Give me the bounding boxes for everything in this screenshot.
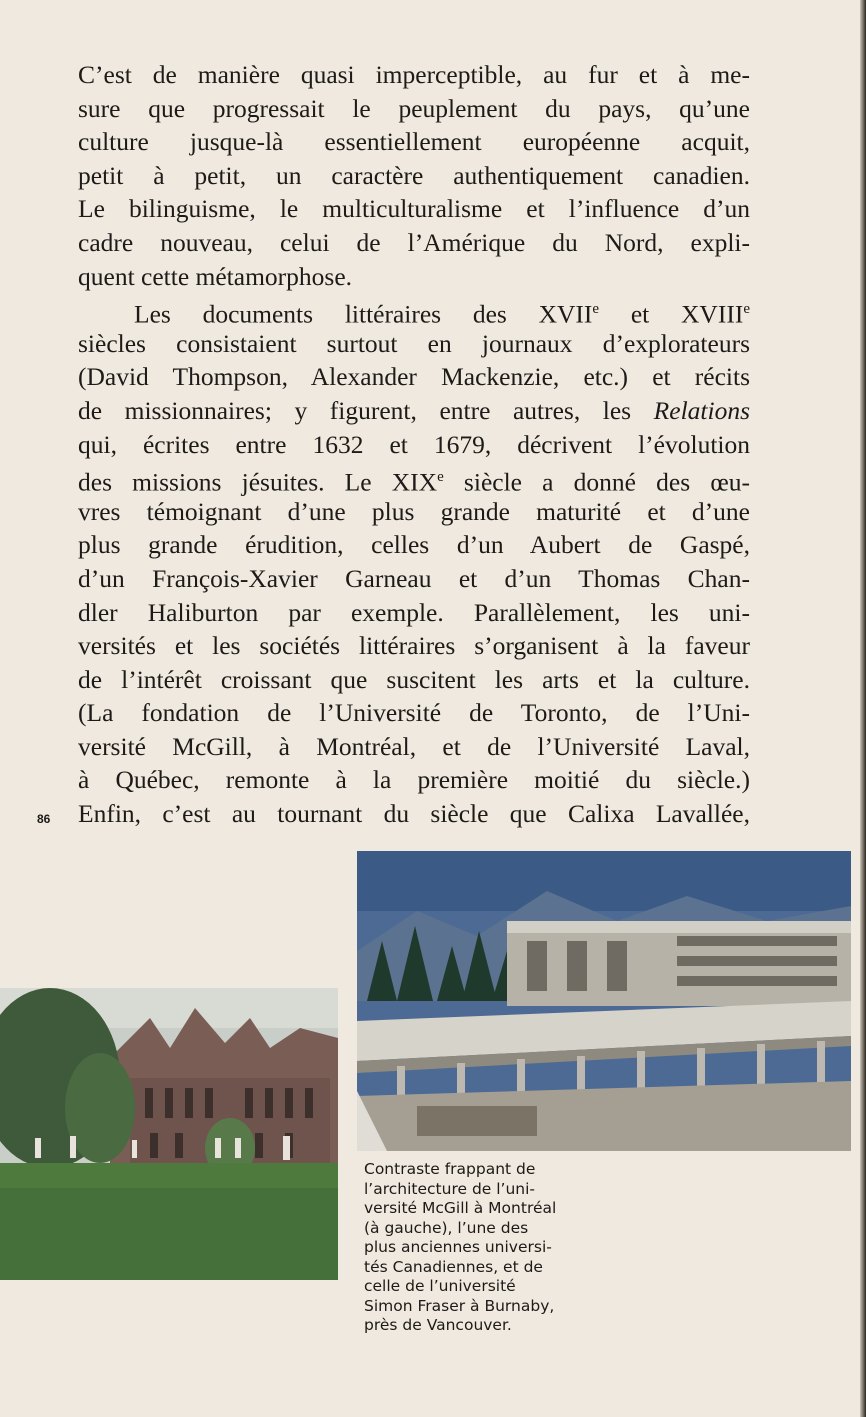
simon-fraser-university-photo <box>357 851 851 1151</box>
text-line: à Québec, remonte à la première moitié du siècle.) <box>78 765 750 795</box>
text-segment: des missions jésuites. Le XIX <box>78 467 438 497</box>
page-edge <box>860 0 866 1417</box>
text-line: de l’intérêt croissant que suscitent les arts et la culture. <box>78 664 750 694</box>
italic-title: Relations <box>653 395 750 425</box>
paragraph-1 <box>78 58 750 293</box>
text-line <box>78 461 750 495</box>
text-line: dler Haliburton par exemple. Parallèlement, les uni- <box>78 597 750 627</box>
superscript: e <box>592 301 600 318</box>
text-line: C’est de manière quasi imperceptible, au fur et à me- <box>78 60 750 89</box>
text-line <box>78 293 750 327</box>
text-line: Le bilinguisme, le multiculturalisme et l’influence d’un <box>78 194 750 224</box>
text-segment: de missionnaires; y figurent, entre autres, les <box>78 395 654 425</box>
caption-line: près de Vancouver. <box>364 1316 512 1334</box>
text-line: qui, écrites entre 1632 et 1679, décrivent l’évolution <box>78 429 750 459</box>
text-line: (David Thompson, Alexander Mackenzie, etc.) et récits <box>78 362 750 392</box>
paragraph-2 <box>78 293 750 831</box>
text-line: versité McGill, à Montréal, et de l’Université Laval, <box>78 731 750 761</box>
body-text <box>78 58 750 831</box>
text-line: cadre nouveau, celui de l’Amérique du Nord, expli- <box>78 227 750 257</box>
text-line: culture jusque-là essentiellement européenne acquit, <box>78 127 750 157</box>
caption-line: plus anciennes universi- <box>364 1238 552 1256</box>
text-line: quent cette métamorphose. <box>78 261 353 291</box>
caption-line: versité McGill à Montréal <box>364 1199 557 1217</box>
caption-line: l’architecture de l’uni- <box>364 1179 536 1198</box>
text-line: petit à petit, un caractère authentiquement canadien. <box>78 160 750 190</box>
text-segment: et XVIII <box>599 299 744 329</box>
text-line <box>78 394 750 428</box>
mcgill-university-photo <box>0 988 338 1280</box>
text-line: vres témoignant d’une plus grande maturité et d’une <box>78 496 750 526</box>
caption-line: (à gauche), l’une des <box>364 1218 529 1237</box>
text-line: siècles consistaient surtout en journaux d’explorateurs <box>78 328 750 358</box>
superscript: e <box>743 301 750 318</box>
caption-line: celle de l’université <box>364 1277 516 1295</box>
caption-line: Simon Fraser à Burnaby, <box>364 1296 555 1315</box>
text-line: Enfin, c’est au tournant du siècle que Calixa Lavallée, <box>78 799 750 829</box>
text-line: d’un François-Xavier Garneau et d’un Thomas Chan- <box>78 563 750 593</box>
superscript: e <box>437 469 444 486</box>
caption-line: tés Canadiennes, et de <box>364 1257 543 1276</box>
text-segment: siècle a donné des œu- <box>443 467 750 497</box>
page-number: 86 <box>37 812 51 826</box>
text-line: (La fondation de l’Université de Toronto, de l’Uni- <box>78 698 750 728</box>
photo-caption <box>364 1160 624 1336</box>
text-line: plus grande érudition, celles d’un Aubert de Gaspé, <box>78 530 750 560</box>
caption-line: Contraste frappant de <box>364 1160 536 1178</box>
text-line: sure que progressait le peuplement du pays, qu’une <box>78 93 750 123</box>
text-line: versités et les sociétés littéraires s’organisent à la faveur <box>78 631 750 661</box>
text-segment: Les documents littéraires des XVII <box>134 299 593 329</box>
